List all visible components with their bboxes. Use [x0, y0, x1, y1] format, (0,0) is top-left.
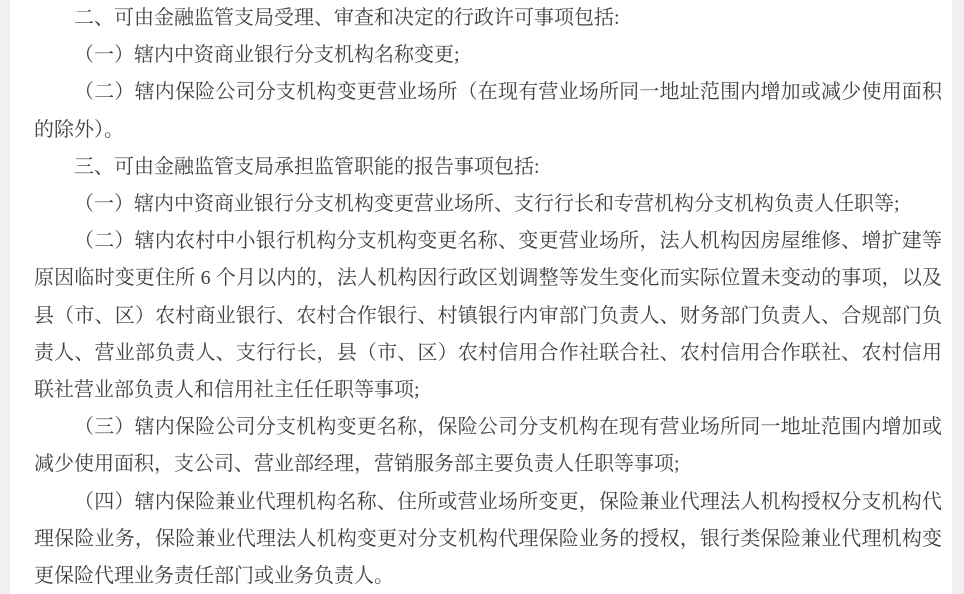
paragraph-section-3-item-1: （一）辖内中资商业银行分支机构变更营业场所、支行行长和专营机构分支机构负责人任职等;	[74, 193, 900, 216]
paragraph-section-2-item-1: （一）辖内中资商业银行分支机构名称变更;	[74, 44, 460, 67]
paragraph-section-3-heading: 三、可由金融监管支局承担监管职能的报告事项包括:	[74, 155, 540, 178]
paragraph-section-3-item-2: （二）辖内农村中小银行机构分支机构变更名称、变更营业场所，法人机构因房屋维修、增扩建等原因临时变更住所 6 个月以内的，法人机构因行政区划调整等发生变化而实际位置未变动的事项，以及县（市、区）农村商业银行、农村合作银行、村镇银行内审部门负责人、财务部门负责人、合规部门负责人、营业部负责人、支行行长，县（市、区）农村信用合作社联合社、农村信用合作联社、农村信用联社营业部负责人和信用社主任任职等事项;	[34, 230, 942, 402]
paragraph-section-3-item-4: （四）辖内保险兼业代理机构名称、住所或营业场所变更，保险兼业代理法人机构授权分支机构代理保险业务，保险兼业代理法人机构变更对分支机构代理保险业务的授权，银行类保险兼业代理机构变更保险代理业务责任部门或业务负责人。	[34, 490, 942, 588]
paragraph-section-2-heading: 二、可由金融监管支局受理、审查和决定的行政许可事项包括:	[74, 7, 620, 29]
paragraph-section-3-item-3: （三）辖内保险公司分支机构变更名称，保险公司分支机构在现有营业场所同一地址范围内增加或减少使用面积，支公司、营业部经理，营销服务部主要负责人任职等事项;	[34, 416, 942, 476]
document-page	[10, 0, 952, 594]
paragraph-section-2-item-2: （二）辖内保险公司分支机构变更营业场所（在现有营业场所同一地址范围内增加或减少使用面积的除外）。	[34, 81, 942, 141]
